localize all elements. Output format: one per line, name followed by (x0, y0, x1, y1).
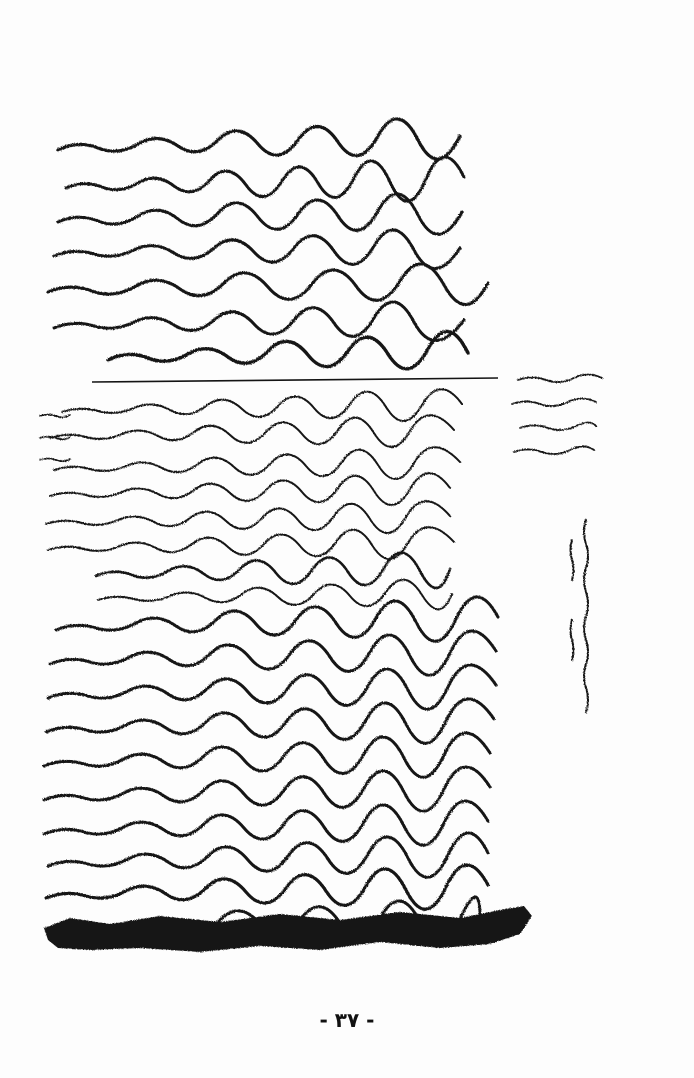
handwritten-line (48, 264, 488, 305)
handwritten-line (44, 767, 490, 811)
handwritten-line (108, 331, 468, 368)
handwritten-line (62, 389, 462, 421)
vertical-margin-note (571, 520, 589, 712)
handwritten-line (56, 597, 498, 641)
page-number: - ٣٧ - (319, 1008, 375, 1032)
handwritten-line (48, 665, 496, 709)
divider-line (92, 378, 498, 382)
handwritten-line (66, 157, 464, 201)
handwritten-line (44, 801, 488, 845)
audition-note-3 (44, 597, 498, 941)
handwritten-line (44, 733, 490, 777)
handwritten-line (58, 119, 460, 159)
handwritten-line (96, 553, 450, 588)
handwritten-line (50, 415, 454, 447)
handwritten-line (54, 447, 460, 479)
audition-note-1 (48, 119, 488, 369)
torn-bottom-edge (44, 906, 532, 952)
handwritten-line (46, 699, 494, 743)
handwritten-line (98, 580, 452, 610)
handwritten-line (46, 501, 450, 533)
right-margin-note (512, 375, 602, 455)
audition-note-2 (46, 389, 462, 609)
left-margin-note (40, 415, 70, 462)
handwritten-line (54, 302, 464, 341)
handwritten-line (54, 230, 460, 269)
